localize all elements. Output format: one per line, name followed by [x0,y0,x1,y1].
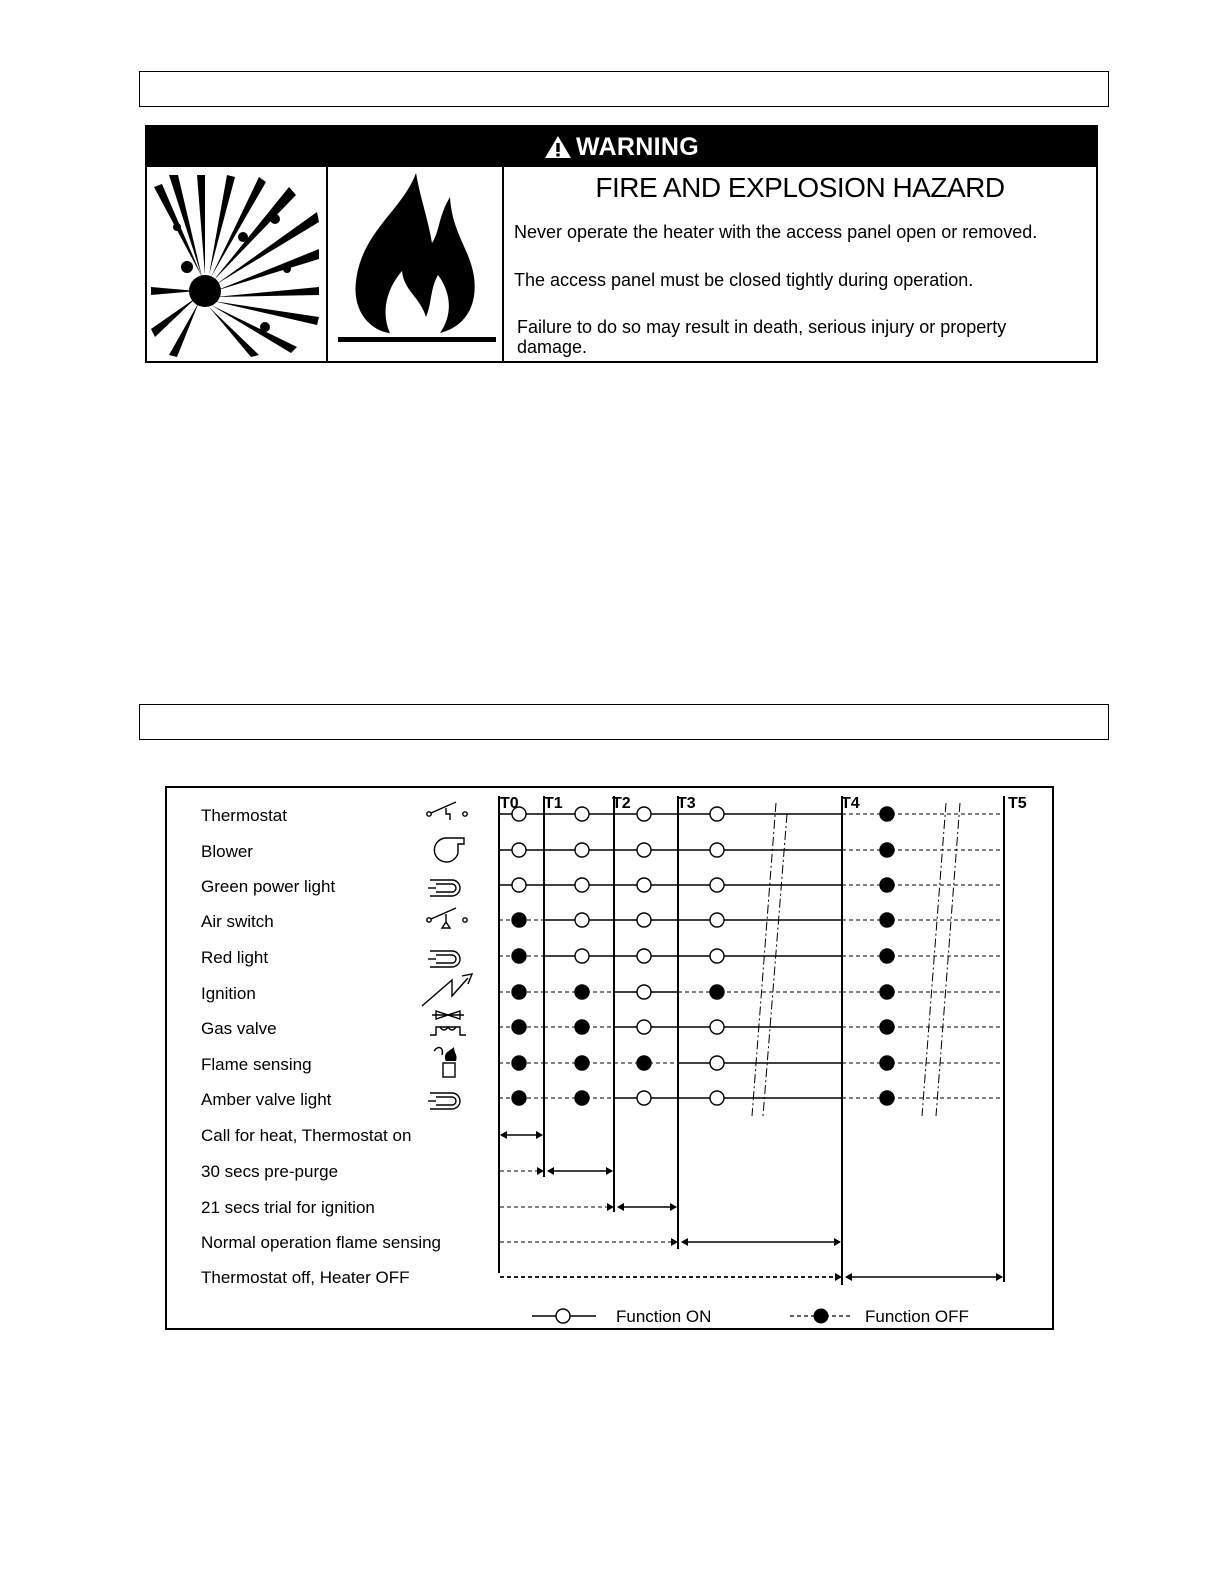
on-marker [637,878,651,892]
icon-part [427,812,431,816]
icon-part [431,802,456,813]
off-marker [880,985,894,999]
arrow-head [547,1167,554,1175]
off-marker [575,985,589,999]
on-marker [575,807,589,821]
component-label: Blower [201,842,253,861]
off-marker [512,913,526,927]
on-marker [637,1091,651,1105]
icon-part [443,1063,455,1077]
warning-line-1: Never operate the heater with the access panel open or removed. [514,222,1038,242]
icon-part [436,955,456,963]
on-marker [637,949,651,963]
break-mark [763,814,787,1116]
arrow-head [834,1238,841,1246]
off-marker [710,985,724,999]
off-marker [575,1056,589,1070]
icon-part [434,838,464,862]
on-marker [637,1020,651,1034]
legend-on-label: Function ON [616,1307,712,1326]
icon-part [463,918,467,922]
icon-part [422,978,468,1006]
off-marker [880,1020,894,1034]
component-label: Amber valve light [201,1090,332,1109]
component-label: Air switch [201,912,274,931]
off-marker [512,1056,526,1070]
icon-part [436,1097,456,1105]
icon-part [445,1047,457,1061]
icon-part [446,808,450,820]
arrow-head [500,1131,507,1139]
icon-part [442,914,450,928]
legend-on-marker [556,1309,570,1323]
icon-part [427,918,431,922]
on-marker [710,1056,724,1070]
blower-icon [434,838,464,862]
icon-part [463,812,467,816]
arrow-head [536,1131,543,1139]
off-marker [880,1091,894,1105]
arrow-head [537,1167,544,1175]
off-marker [880,1056,894,1070]
time-marker-t0: T0 [500,795,519,812]
arrow-head [835,1273,842,1281]
air-switch-icon [427,908,467,928]
on-marker [637,985,651,999]
phase-arrows [500,1131,1003,1281]
off-marker [512,1091,526,1105]
on-marker [512,843,526,857]
off-marker [880,949,894,963]
chart-legend [532,1307,969,1326]
on-marker [637,807,651,821]
warning-line-2: The access panel must be closed tightly during operation. [514,270,974,290]
time-marker-t2: T2 [612,795,631,812]
on-marker [710,1091,724,1105]
time-marker-t3: T3 [677,795,696,812]
off-marker [575,1020,589,1034]
on-marker [710,843,724,857]
arrow-head [845,1273,852,1281]
arrow-head [671,1238,678,1246]
on-marker [710,878,724,892]
on-marker [575,913,589,927]
arrow-head [607,1203,614,1211]
icon-part [431,908,456,919]
component-label: Flame sensing [201,1055,312,1074]
legend-off-marker [814,1309,828,1323]
on-marker [637,913,651,927]
ignition-icon [422,974,472,1006]
phase-label: 30 secs pre-purge [201,1162,339,1181]
off-marker [512,1020,526,1034]
off-marker [880,878,894,892]
component-label: Red light [201,948,269,967]
on-marker [710,807,724,821]
on-marker [710,913,724,927]
on-marker [637,843,651,857]
time-marker-t5: T5 [1008,795,1027,812]
phase-label: Thermostat off, Heater OFF [201,1268,410,1287]
off-marker [637,1056,651,1070]
arrow-head [681,1238,688,1246]
arrow-head [606,1167,613,1175]
on-marker [710,1020,724,1034]
gas-valve-icon [430,1011,466,1035]
light-icon [428,880,460,896]
warning-line-3: Failure to do so may result in death, serious injury or property damage. [517,317,1007,357]
light-icon [428,1093,460,1109]
time-marker-t1: T1 [544,795,563,812]
flame-sensor-icon [434,1047,457,1077]
phase-label: Call for heat, Thermostat on [201,1126,412,1145]
phase-label: Normal operation flame sensing [201,1233,442,1252]
icon-part [434,1048,442,1055]
switch-icon [427,802,467,820]
light-icon [428,951,460,967]
component-label: Thermostat [201,806,287,825]
off-marker [512,985,526,999]
hazard-title: FIRE AND EXPLOSION HAZARD [595,172,1005,203]
phase-label: 21 secs trial for ignition [201,1198,375,1217]
on-marker [710,949,724,963]
icon-part [436,884,456,892]
off-marker [512,949,526,963]
component-label: Green power light [201,877,336,896]
off-marker [880,807,894,821]
warning-signal-word: WARNING [576,132,699,161]
on-marker [575,949,589,963]
arrow-head [996,1273,1003,1281]
component-icons [422,802,472,1109]
arrow-head [617,1203,624,1211]
time-marker-t4: T4 [841,795,860,812]
off-marker [880,843,894,857]
component-label: Ignition [201,984,256,1003]
component-label: Gas valve [201,1019,277,1038]
arrow-head [670,1203,677,1211]
legend-off-label: Function OFF [865,1307,969,1326]
on-marker [512,878,526,892]
on-marker [575,843,589,857]
on-marker [575,878,589,892]
off-marker [880,913,894,927]
off-marker [575,1091,589,1105]
